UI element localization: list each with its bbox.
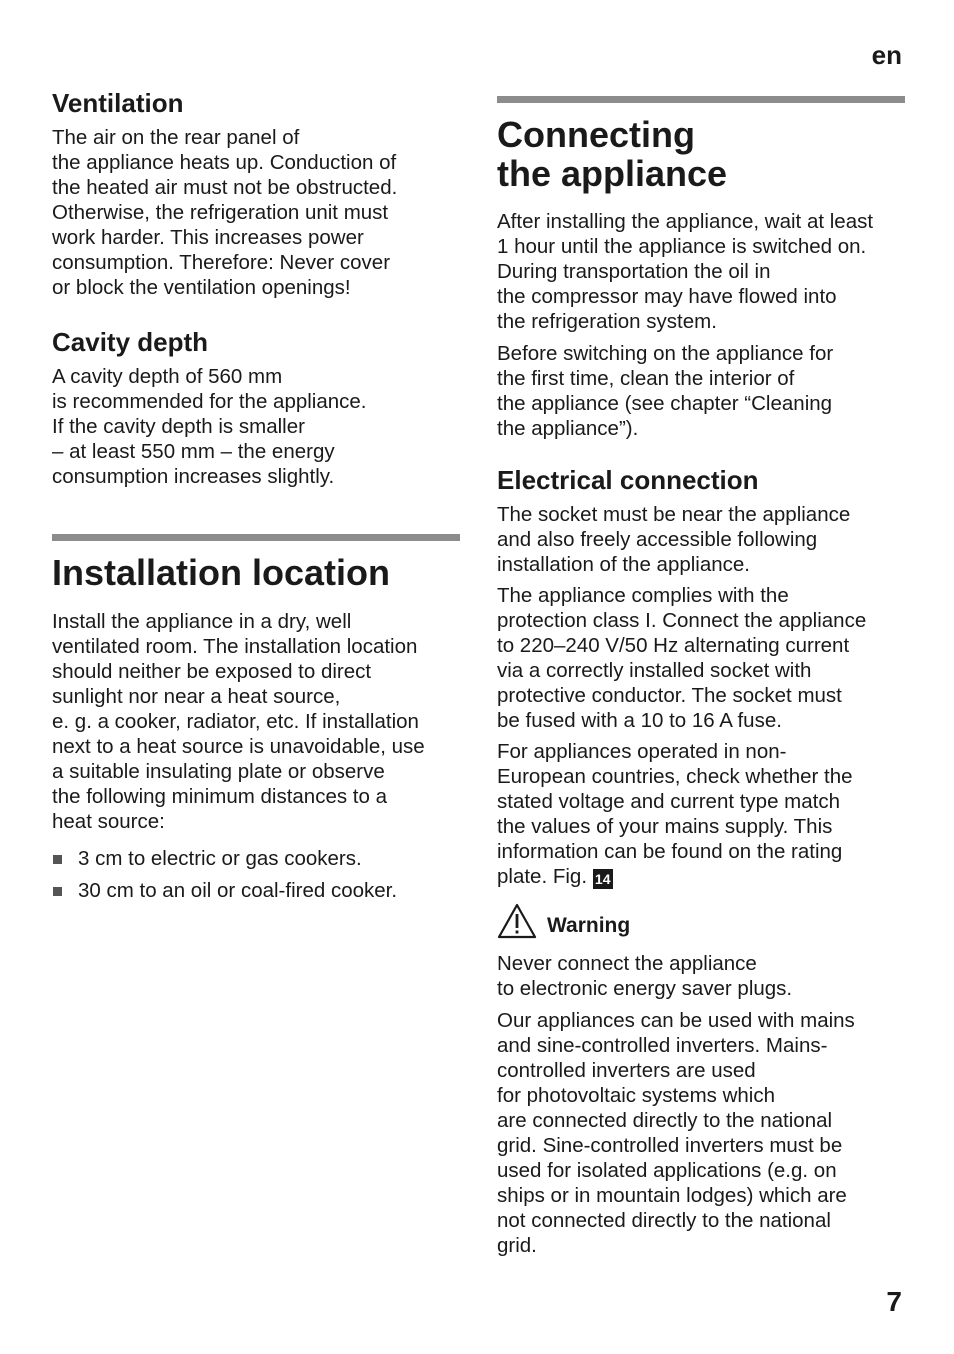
electrical-text-2: The appliance complies with the protection class I. Connect the appliance to 220–240 V/50 Hz alternating current via a correctly installed socket with protective conductor. The socket must be fused with a 10 to 16 A fuse. bbox=[497, 584, 867, 732]
cavity-depth-heading: Cavity depth bbox=[52, 327, 209, 357]
right-column bbox=[497, 0, 905, 1258]
connecting-appliance-heading: Connecting the appliance bbox=[497, 114, 728, 194]
connecting-text-1: After installing the appliance, wait at least 1 hour until the appliance is switched on. During transportation the oil in the compressor may have flowed into the refrigeration system. bbox=[497, 210, 874, 333]
language-code: en bbox=[871, 40, 902, 70]
cavity-depth-text: A cavity depth of 560 mm is recommended for the appliance. If the cavity depth is smaller – at least 550 mm – the energy consumption increases slightly. bbox=[52, 365, 367, 488]
warning-text-2: Our appliances can be used with mains and sine-controlled inverters. Mains- controlled inverters are used for photovoltaic systems which are connected directly to the national grid. Sine-controlled inverters must be used for isolated applications (e.g. on ships or in mountain lodges) which are not connected directly to the national grid. bbox=[497, 1009, 855, 1257]
installation-location-text: Install the appliance in a dry, well ventilated room. The installation location should neither be exposed to direct sunlight nor near a heat source, e. g. a cooker, radiator, etc. If installation next to a heat source is unavoidable, use a suitable insulating plate or observe the following minimum distances to a heat source: bbox=[52, 610, 425, 833]
list-item: 3 cm to electric or gas cookers. bbox=[52, 846, 460, 871]
left-column bbox=[52, 0, 460, 903]
electrical-text-1: The socket must be near the appliance and also freely accessible following installation of the appliance. bbox=[497, 503, 851, 576]
square-bullet-icon bbox=[53, 887, 62, 896]
section-rule bbox=[52, 534, 460, 541]
connecting-text-2: Before switching on the appliance for the first time, clean the interior of the appliance (see chapter “Cleaning the appliance”). bbox=[497, 342, 834, 440]
square-bullet-icon bbox=[53, 855, 62, 864]
electrical-connection-heading: Electrical connection bbox=[497, 465, 759, 495]
warning-title: Warning bbox=[547, 914, 631, 937]
warning-text-1: Never connect the appliance to electronic energy saver plugs. bbox=[497, 952, 793, 1000]
warning-triangle-icon bbox=[497, 903, 537, 939]
warning-header bbox=[497, 903, 905, 939]
distance-list bbox=[52, 846, 460, 903]
section-rule bbox=[497, 96, 905, 103]
figure-reference-badge: 14 bbox=[593, 869, 613, 889]
list-item: 30 cm to an oil or coal-fired cooker. bbox=[52, 878, 460, 903]
electrical-text-3: For appliances operated in non- European countries, check whether the stated voltage and current type match the values of your mains supply. This information can be found on the rating plate. Fig. 14 bbox=[497, 740, 853, 888]
page-number: 7 bbox=[886, 1286, 902, 1317]
ventilation-text: The air on the rear panel of the appliance heats up. Conduction of the heated air must not be obstructed. Otherwise, the refrigeration unit must work harder. This increases power consumption. Therefore: Never cover or block the ventilation openings! bbox=[52, 126, 398, 299]
installation-location-heading: Installation location bbox=[52, 552, 391, 593]
ventilation-heading: Ventilation bbox=[52, 88, 184, 118]
